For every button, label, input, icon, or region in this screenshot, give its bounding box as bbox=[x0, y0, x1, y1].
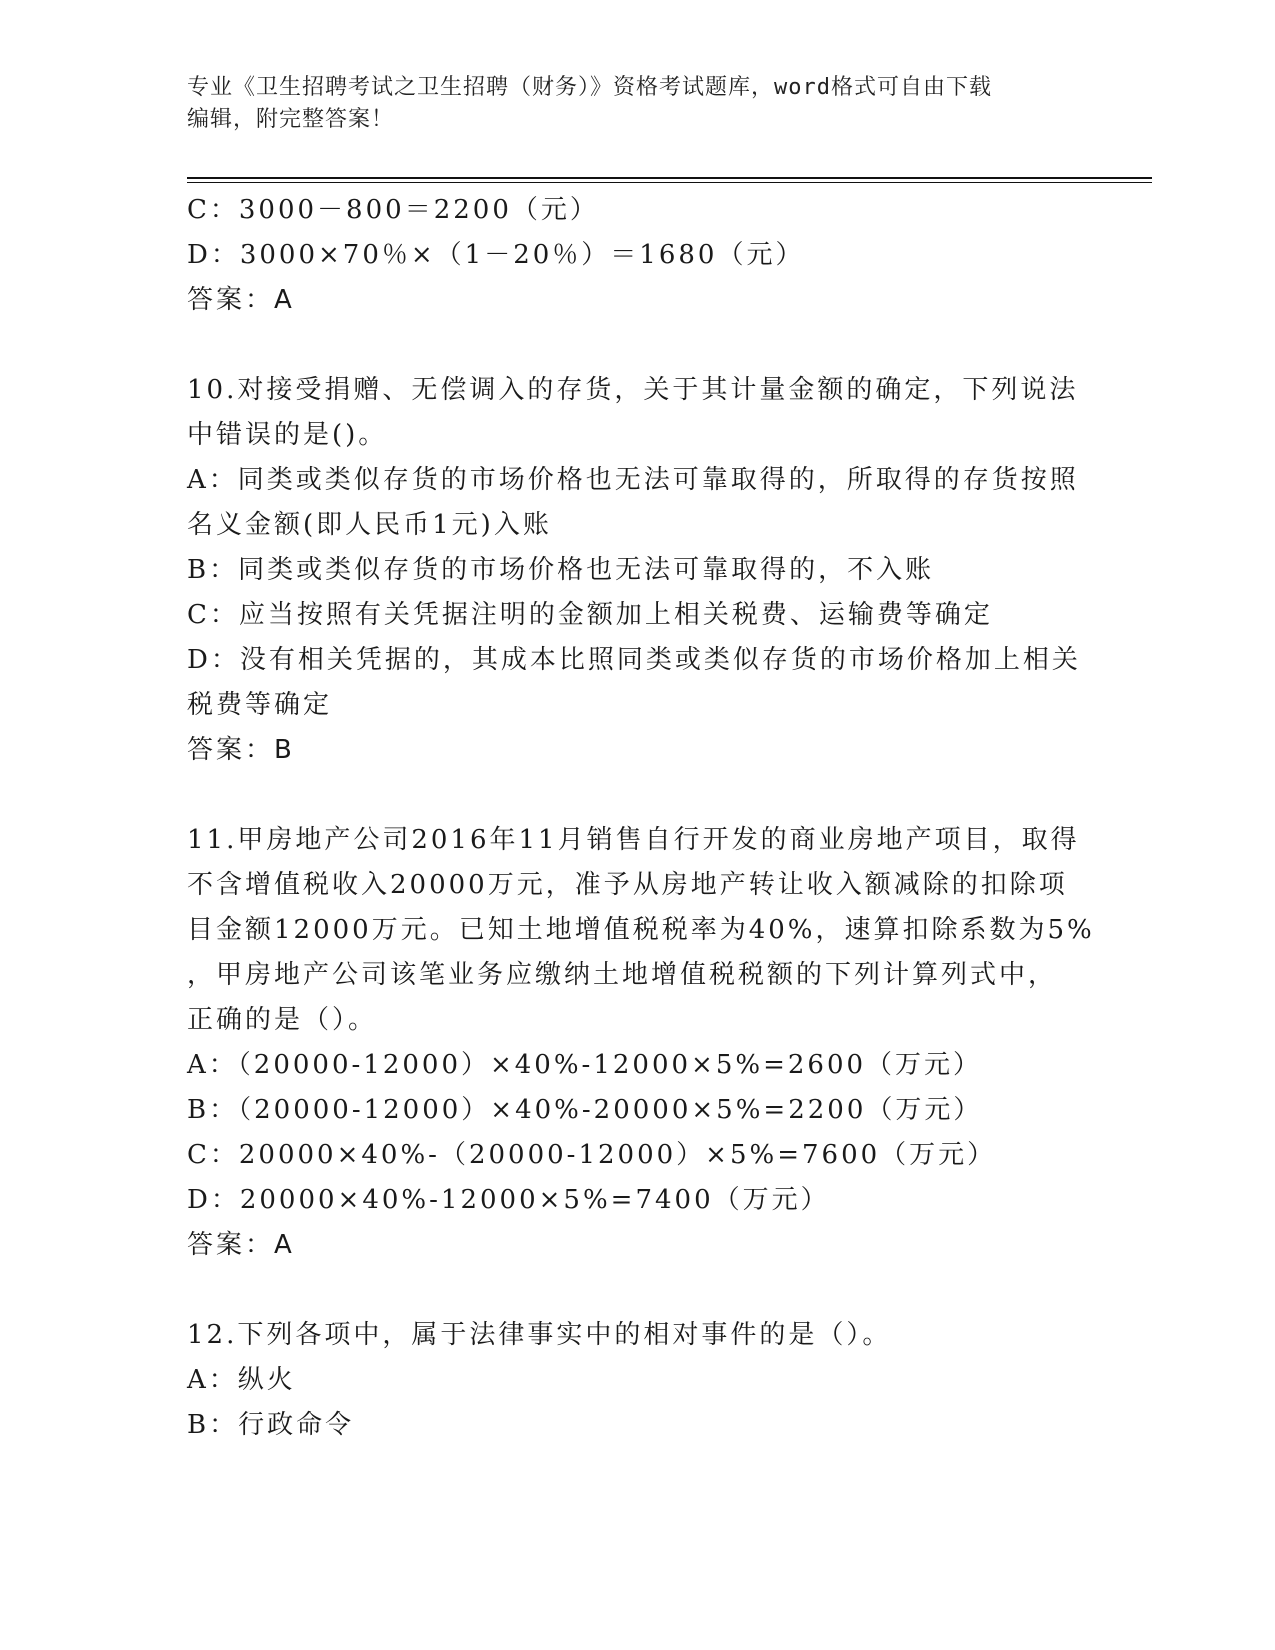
answer: 答案：A bbox=[187, 1230, 295, 1260]
question-content bbox=[187, 188, 1095, 1448]
spacer bbox=[187, 1268, 1067, 1313]
option-d-cont: 税费等确定 bbox=[187, 690, 333, 720]
option-c: C：3000－800＝2200（元） bbox=[187, 195, 599, 225]
option-b: B：（20000-12000）×40%-20000×5%=2200（万元） bbox=[187, 1095, 983, 1125]
option-a: A：纵火 bbox=[187, 1365, 296, 1395]
question-stem-cont: 不含增值税收入20000万元，准予从房地产转让收入额减除的扣除项 bbox=[187, 870, 1068, 900]
answer: 答案：A bbox=[187, 285, 295, 315]
option-d: D：没有相关凭据的，其成本比照同类或类似存货的市场价格加上相关 bbox=[187, 645, 1081, 675]
option-c: C：20000×40%-（20000-12000）×5%=7600（万元） bbox=[187, 1140, 997, 1170]
question-12 bbox=[187, 1313, 1067, 1448]
option-c: C：应当按照有关凭据注明的金额加上相关税费、运输费等确定 bbox=[187, 600, 993, 630]
question-stem-cont: 目金额12000万元。已知土地增值税税率为40%，速算扣除系数为5% bbox=[187, 915, 1095, 945]
question-stem-cont: 正确的是（）。 bbox=[187, 1005, 378, 1035]
option-d: D：3000×70％×（1－20％）＝1680（元） bbox=[187, 240, 805, 270]
spacer bbox=[187, 773, 1067, 818]
question-stem: 11.甲房地产公司2016年11月销售自行开发的商业房地产项目，取得 bbox=[187, 825, 1080, 855]
question-stem-cont: 中错误的是()。 bbox=[187, 420, 388, 450]
option-b: B：行政命令 bbox=[187, 1410, 355, 1440]
question-10 bbox=[187, 368, 1081, 773]
question-11 bbox=[187, 818, 1095, 1268]
header-divider bbox=[187, 177, 1152, 183]
previous-question-tail bbox=[187, 188, 1067, 323]
document-header bbox=[187, 72, 1067, 136]
question-stem: 10.对接受捐赠、无偿调入的存货，关于其计量金额的确定，下列说法 bbox=[187, 375, 1079, 405]
question-stem: 12.下列各项中，属于法律事实中的相对事件的是（）。 bbox=[187, 1320, 892, 1350]
answer: 答案：B bbox=[187, 735, 295, 765]
header-line-2: 编辑，附完整答案！ bbox=[187, 107, 395, 132]
option-a-cont: 名义金额(即人民币1元)入账 bbox=[187, 510, 552, 540]
spacer bbox=[187, 323, 1067, 368]
option-b: B：同类或类似存货的市场价格也无法可靠取得的，不入账 bbox=[187, 555, 935, 585]
question-stem-cont: ，甲房地产公司该笔业务应缴纳土地增值税税额的下列计算列式中， bbox=[187, 960, 1058, 990]
option-a: A：（20000-12000）×40%-12000×5%=2600（万元） bbox=[187, 1050, 983, 1080]
option-a: A：同类或类似存货的市场价格也无法可靠取得的，所取得的存货按照 bbox=[187, 465, 1079, 495]
option-d: D：20000×40%-12000×5%=7400（万元） bbox=[187, 1185, 830, 1215]
header-line-1: 专业《卫生招聘考试之卫生招聘（财务）》资格考试题库，word格式可自由下载 bbox=[187, 75, 992, 100]
